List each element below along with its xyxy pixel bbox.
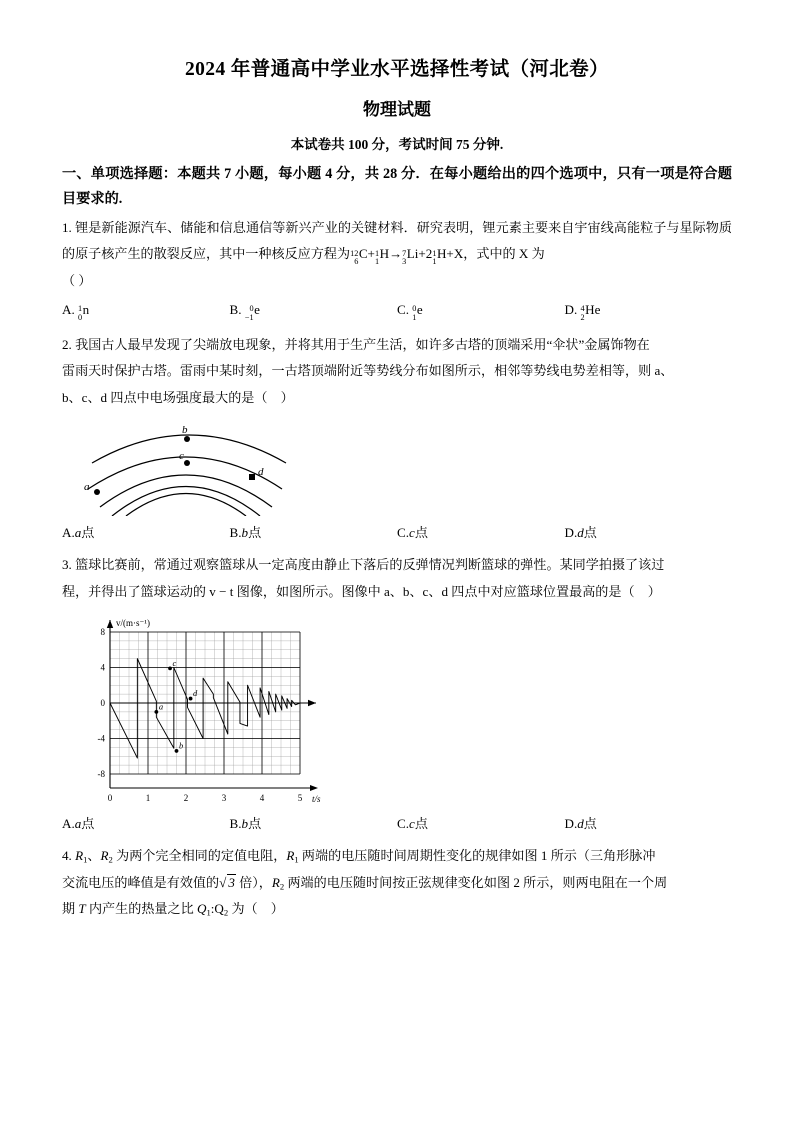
- vt-point-b-label: b: [179, 740, 184, 751]
- vt-point-d-marker: [189, 697, 193, 701]
- carbon-mass-number: 12: [350, 248, 359, 258]
- hydrogen2-symbol: H: [436, 246, 447, 262]
- option-1-C-label: C.: [397, 302, 410, 318]
- option-3-A-unit: 点: [81, 816, 95, 832]
- question-1: [62, 215, 732, 268]
- option-1-C[interactable]: [397, 294, 565, 325]
- option-3-B-label: B.: [229, 816, 242, 832]
- option-2-A-unit: 点: [81, 525, 95, 541]
- question-1-number: 1.: [62, 220, 72, 236]
- question-4-seg-1: 、: [87, 848, 101, 864]
- option-3-D-unit: 点: [583, 816, 597, 832]
- option-1-B-mass-number: 0: [249, 304, 254, 314]
- vt-y-tick--8: -8: [97, 769, 105, 780]
- question-4-line-2: [62, 870, 732, 896]
- hydrogen2-atomic-number: 1: [432, 256, 437, 266]
- hydrogen2-mass-number: 1: [432, 248, 437, 258]
- page-content: [62, 58, 732, 923]
- resistor-r1-subscript-a: 1: [83, 854, 88, 865]
- question-4-number: 4.: [62, 848, 72, 864]
- option-1-C-symbol: e: [416, 302, 423, 318]
- resistor-r2-symbol-b: R: [271, 874, 280, 890]
- question-4-seg-9: 为（: [228, 901, 258, 917]
- option-3-C-unit: 点: [414, 816, 428, 832]
- eq-plus-3: +: [446, 246, 454, 262]
- resistor-r2-symbol-a: R: [100, 848, 109, 864]
- period-t-symbol: T: [78, 901, 86, 917]
- vt-point-a-label: a: [158, 701, 164, 712]
- option-2-B-label: B.: [229, 525, 242, 541]
- option-2-B[interactable]: [230, 520, 398, 546]
- option-3-D[interactable]: [565, 811, 733, 837]
- question-2-text-3: b、c、d 四点中电场强度最大的是（: [62, 389, 268, 405]
- option-2-A[interactable]: [62, 520, 230, 546]
- question-1-options: [62, 294, 732, 325]
- point-d-label: d: [258, 466, 264, 479]
- question-4-line-3: [62, 896, 732, 922]
- question-3-options: [62, 811, 732, 837]
- vt-x-tick-3: 3: [221, 793, 227, 804]
- option-1-D[interactable]: [565, 294, 733, 325]
- resistor-r2-subscript-b: 2: [279, 881, 285, 892]
- question-4-seg-3: 两端的电压随时间周期性变化的规律如图 1 所示（三角形脉冲: [298, 848, 656, 864]
- equipotential-svg: [74, 421, 324, 516]
- question-1-bracket: （ ）: [62, 272, 92, 288]
- nuclide-hydrogen-1a: [375, 250, 379, 267]
- option-2-B-unit: 点: [248, 525, 262, 541]
- option-3-B[interactable]: [230, 811, 398, 837]
- carbon-symbol: C: [358, 246, 368, 262]
- question-2-line-1: [62, 332, 732, 358]
- vt-y-tick-labels: [98, 627, 106, 779]
- option-2-D[interactable]: [565, 520, 733, 546]
- vt-point-c-marker: [168, 667, 172, 671]
- option-1-C-nuclide: [412, 305, 416, 322]
- option-1-D-label: D.: [564, 302, 578, 318]
- subject-title: 物理试题: [363, 100, 431, 120]
- option-3-C-label: C.: [397, 816, 410, 832]
- nuclide-lithium-7: [402, 250, 406, 267]
- option-1-A-symbol: n: [82, 302, 90, 318]
- point-a-label: a: [84, 481, 90, 494]
- vt-graph-svg: [74, 614, 324, 809]
- option-1-A[interactable]: [62, 294, 230, 325]
- question-4-seg-2: 为两个完全相同的定值电阻，: [112, 848, 287, 864]
- vt-x-tick-1: 1: [145, 793, 151, 804]
- resistor-r2-subscript-a: 2: [108, 854, 113, 865]
- figure-equipotential-lines: [62, 421, 732, 516]
- section-heading: 一、单项选择题：本题共 7 小题，每小题 4 分，共 28 分．在每小题给出的四个选项中，只有一项是符合题目要求的.: [62, 166, 732, 207]
- option-1-B-nuclide: [245, 305, 254, 322]
- option-1-D-atomic-number: 2: [580, 312, 585, 322]
- vt-baseline: [110, 785, 318, 791]
- option-1-D-symbol: He: [585, 302, 601, 318]
- question-1-text-before: 锂是新能源汽车、储能和信息通信等新兴产业的关键材料．研究表明，锂元素主要来自宇宙线高能粒子与星际物质的原子核产生的散裂反应，其中一种核反应方程为: [62, 220, 733, 262]
- question-4-seg-7: 期: [62, 901, 79, 917]
- vt-y-tick--4: -4: [97, 733, 105, 744]
- carbon-atomic-number: 6: [354, 256, 359, 266]
- point-b-marker: [184, 436, 190, 442]
- question-3-number: 3.: [62, 557, 72, 573]
- vt-point-a-marker: [154, 710, 158, 714]
- option-3-A-label: A.: [62, 816, 75, 832]
- hydrogen1-symbol: H: [379, 246, 390, 262]
- vt-x-tick-2: 2: [183, 793, 189, 804]
- eq-plus-2: +: [418, 246, 426, 262]
- nuclide-carbon-12: [350, 250, 358, 267]
- option-1-B-symbol: e: [254, 302, 260, 318]
- option-1-C-mass-number: 0: [412, 304, 417, 314]
- point-c-marker: [184, 460, 190, 466]
- equipotential-labels: [84, 424, 264, 493]
- option-2-B-point: b: [241, 525, 249, 541]
- question-3-text-2: 程，并得出了篮球运动的 v − t 图像，如图所示。图像中 a、b、c、d 四点中对应篮球位置最高的是（: [62, 583, 635, 599]
- question-2-number: 2.: [62, 336, 72, 352]
- option-2-C-point: c: [409, 525, 415, 541]
- equipotential-arc-5: [126, 494, 246, 517]
- vt-point-d-label: d: [193, 688, 198, 699]
- question-4-seg-5: 倍），: [235, 874, 272, 890]
- question-2-line-3: [62, 385, 732, 411]
- option-1-B-atomic-number: −1: [244, 312, 254, 322]
- point-a-marker: [94, 489, 100, 495]
- vt-y-axis-label: v/(m·s⁻¹): [116, 618, 150, 629]
- lithium-symbol: Li: [406, 246, 419, 262]
- question-4-seg-8: 内产生的热量之比: [85, 901, 197, 917]
- hydrogen1-mass-number: 1: [374, 248, 380, 258]
- vt-point-b-marker: [175, 749, 179, 753]
- option-2-C-unit: 点: [414, 525, 428, 541]
- question-4-line-1: [62, 843, 732, 869]
- ratio-colon: :: [210, 901, 215, 917]
- vt-x-axis-label: t/s: [312, 794, 321, 805]
- equipotential-arc-group: [88, 435, 286, 516]
- figure-vt-graph: [62, 614, 732, 809]
- option-3-A-point: a: [74, 816, 82, 832]
- page-title: 2024 年普通高中学业水平选择性考试（河北卷）: [185, 59, 609, 80]
- option-2-D-point: d: [577, 525, 584, 541]
- point-b-label: b: [182, 424, 188, 437]
- hydrogen1-atomic-number: 1: [374, 256, 380, 266]
- option-2-D-unit: 点: [583, 525, 597, 541]
- resistor-r1-symbol-a: R: [75, 848, 84, 864]
- question-4-bracket-close: ）: [270, 901, 284, 917]
- question-3-bracket-close: ）: [647, 583, 661, 599]
- vt-x-tick-5: 5: [297, 793, 303, 804]
- equipotential-arc-3: [100, 475, 272, 507]
- option-3-B-point: b: [241, 816, 249, 832]
- question-4-seg-4: 交流电压的峰值是有效值的: [62, 874, 220, 890]
- question-2-options: [62, 520, 732, 546]
- question-3-line-2: [62, 579, 732, 605]
- sqrt-three-value: 3: [228, 874, 235, 890]
- option-1-A-mass-number: 1: [78, 304, 83, 314]
- heat-q2-symbol: Q: [214, 901, 224, 917]
- vt-y-tick-4: 4: [100, 662, 105, 673]
- question-2-text-1: 我国古人最早发现了尖端放电现象，并将其用于生产生活，如许多古塔的顶端采用“伞状”金属饰物在: [75, 336, 650, 352]
- question-2-line-2: 雷雨天时保护古塔。雷雨中某时刻，一古塔顶端附近等势线分布如图所示，相邻等势线电势差相等，则 a、: [62, 363, 674, 379]
- equipotential-point-group: [94, 436, 255, 495]
- option-3-D-point: d: [577, 816, 584, 832]
- option-2-C-label: C.: [397, 525, 410, 541]
- option-1-B[interactable]: [230, 294, 398, 325]
- vt-x-tick-4: 4: [259, 793, 265, 804]
- vt-y-tick-0: 0: [100, 698, 105, 709]
- eq-arrow: →: [389, 246, 403, 262]
- option-1-A-label: A.: [62, 302, 75, 318]
- option-1-C-atomic-number: 1: [412, 312, 417, 322]
- vt-point-c-label: c: [172, 658, 177, 669]
- vt-y-tick-8: 8: [100, 627, 105, 638]
- question-3-line-1: [62, 552, 732, 578]
- question-3-text-1: 篮球比赛前，常通过观察篮球从一定高度由静止下落后的反弹情况判断篮球的弹性。某同学拍摄了该过: [75, 557, 665, 573]
- option-1-B-label: B.: [229, 302, 242, 318]
- option-2-C[interactable]: [397, 520, 565, 546]
- heat-q2-subscript: 2: [223, 907, 229, 918]
- point-c-label: c: [179, 450, 184, 463]
- vt-axis-arrowheads: [107, 620, 316, 706]
- option-1-D-mass-number: 4: [580, 304, 585, 314]
- equipotential-arc-4: [112, 487, 260, 517]
- eq-coefficient-2: 2: [425, 246, 433, 262]
- question-4-seg-6: 两端的电压随时间按正弦规律变化如图 2 所示，则两电阻在一个周: [284, 874, 668, 890]
- eq-plus-1: +: [367, 246, 375, 262]
- vt-x-tick-0: 0: [107, 793, 113, 804]
- question-2-bracket-close: ）: [280, 389, 294, 405]
- question-1-text-after: ，式中的 X 为: [463, 246, 545, 262]
- sqrt-radical-sign: √: [219, 874, 227, 890]
- heat-q1-subscript: 1: [206, 907, 211, 918]
- option-3-D-label: D.: [564, 816, 578, 832]
- lithium-atomic-number: 3: [402, 256, 407, 266]
- option-2-A-point: a: [74, 525, 82, 541]
- option-2-D-label: D.: [564, 525, 578, 541]
- option-2-A-label: A.: [62, 525, 75, 541]
- point-d-marker: [249, 474, 255, 480]
- option-1-A-nuclide: [78, 305, 82, 322]
- vt-x-tick-labels: [108, 793, 303, 803]
- option-3-C-point: c: [409, 816, 415, 832]
- lithium-mass-number: 7: [402, 248, 407, 258]
- nuclide-hydrogen-1b: [432, 250, 436, 267]
- eq-unknown-x: X: [453, 246, 464, 262]
- resistor-r1-subscript-b: 1: [294, 854, 299, 865]
- option-3-A[interactable]: [62, 811, 230, 837]
- exam-info-note: 本试卷共 100 分，考试时间 75 分钟.: [290, 136, 504, 152]
- option-1-A-atomic-number: 0: [78, 312, 83, 322]
- heat-q1-symbol: Q: [196, 901, 207, 917]
- option-3-C[interactable]: [397, 811, 565, 837]
- option-3-B-unit: 点: [248, 816, 262, 832]
- resistor-r1-symbol-b: R: [286, 848, 295, 864]
